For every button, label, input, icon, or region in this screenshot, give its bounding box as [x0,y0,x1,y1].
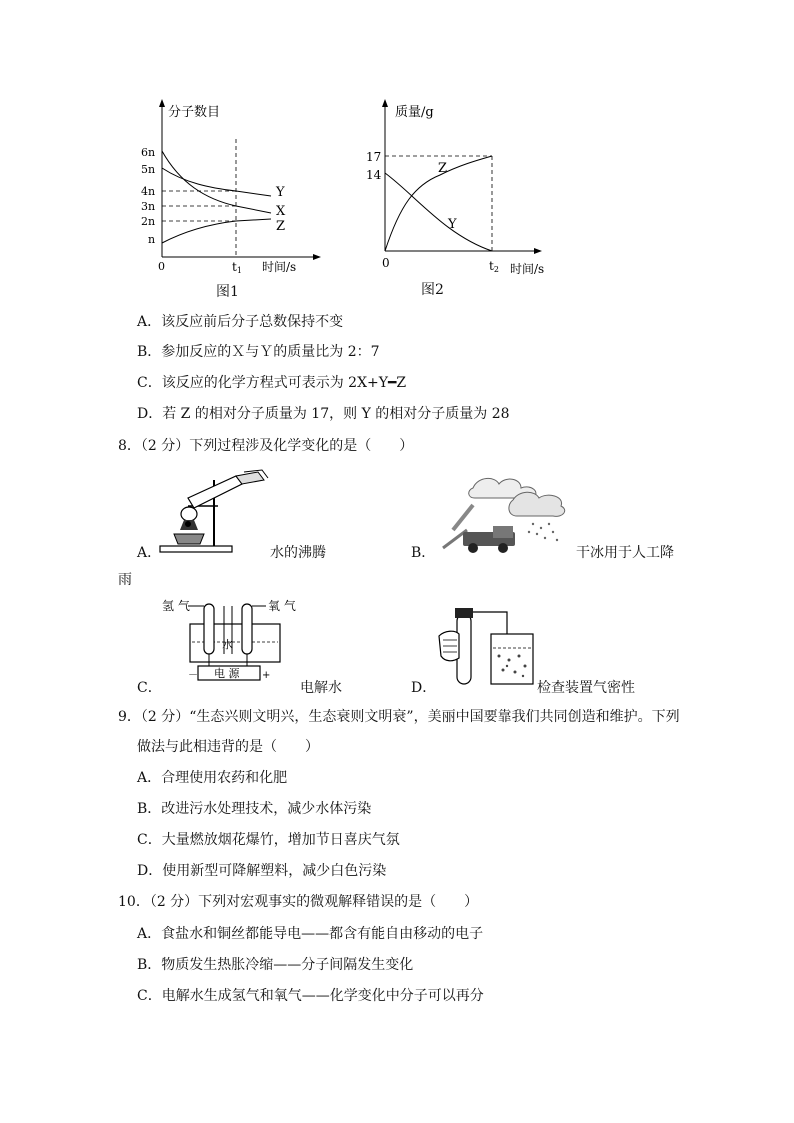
electrolysis-power-label: 电 源 [214,667,240,680]
curve-y [162,168,271,196]
electrolysis-water-label: 水 [222,638,233,651]
electrolysis-hydrogen-label: 氢 气 [162,599,190,613]
fig2-tick-14: 14 [366,168,382,182]
fig2-series-y-label: Y [448,217,457,232]
q9-option-a: A．合理使用农药和化肥 [137,770,288,786]
fig1-tick-5n: 5n [141,163,156,176]
y-axis-arrow [159,99,165,107]
figure-2-mass-graph [360,95,560,285]
y-axis-arrow [382,99,388,107]
q8-option-d-letter: D． [411,680,437,696]
fig1-xlabel: 时间/s [262,260,297,274]
fig1-series-y-label: Y [276,185,285,200]
q8-option-d-text: 检查装置气密性 [537,680,635,696]
electrolysis-minus: － [188,670,198,681]
q9-option-c: C．大量燃放烟花爆竹，增加节日喜庆气氛 [137,832,400,848]
fig1-t1-label: t1 [232,260,242,275]
fig2-series-z-label: Z [438,161,448,176]
curve-z [162,219,271,243]
q9-stem-line-1: 9．（2 分）“生态兴则文明兴，生态衰则文明衰”，美丽中国要靠我们共同创造和维护。下列 [118,709,680,725]
q7-option-a: A．该反应前后分子总数保持不变 [137,314,344,330]
electrolysis-oxygen-label: 氧 气 [268,599,296,613]
figure-1-molecule-count-graph [135,95,335,285]
q9-stem-line-2: 做法与此相违背的是（ ） [137,739,319,755]
fig2-t2-label: t2 [489,259,499,274]
airtightness-check-image [435,600,540,690]
fig1-ylabel: 分子数目 [168,105,221,120]
q8-option-a-text: 水的沸腾 [270,545,326,561]
q7-option-c: C．该反应的化学方程式可表示为 2X+Y━Z [137,375,407,391]
figure-2-caption: 图2 [421,282,444,298]
electrolysis-plus: + [262,670,271,681]
q8-stem: 8．（2 分）下列过程涉及化学变化的是（ ） [118,438,414,454]
q7-option-b: B．参加反应的Ｘ与Ｙ的质量比为 2：7 [137,344,380,360]
fig2-tick-17: 17 [366,150,382,164]
fig1-series-z-label: Z [276,219,286,234]
q10-stem: 10．（2 分）下列对宏观事实的微观解释错误的是（ ） [118,894,479,910]
q8-option-c-letter: C． [137,680,162,696]
q10-option-c: C．电解水生成氢气和氧气——化学变化中分子可以再分 [137,988,484,1004]
fig2-ylabel: 质量/g [395,105,434,120]
x-axis-arrow [313,254,321,260]
electrolysis-apparatus-image [160,598,305,688]
q8-option-a-letter: A． [137,545,162,561]
q8-option-b-wrap: 雨 [118,572,132,588]
fig1-tick-6n: 6n [141,146,156,159]
q10-option-b: B．物质发生热胀冷缩——分子间隔发生变化 [137,957,414,973]
q9-option-b: B．改进污水处理技术，减少水体污染 [137,801,372,817]
q8-option-c-text: 电解水 [300,680,342,696]
fig2-xlabel: 时间/s [510,262,545,276]
fig1-series-x-label: X [276,204,286,219]
figure-1-caption: 图1 [216,284,239,300]
fig1-tick-3n: 3n [141,200,156,213]
fig2-origin: 0 [382,256,390,270]
q7-option-d: D．若 Z 的相对分子质量为 17，则 Y 的相对分子质量为 28 [137,406,510,422]
q9-option-d: D．使用新型可降解塑料，减少白色污染 [137,863,387,879]
x-axis-arrow [534,248,542,254]
q8-option-b-letter: B． [411,545,436,561]
fig1-origin: 0 [158,260,165,273]
fig1-tick-2n: 2n [141,215,156,228]
artificial-rain-rocket-image [433,470,578,555]
fig1-tick-4n: 4n [141,185,156,198]
boiling-water-apparatus-image [158,468,270,556]
curve-x [162,151,271,213]
fig1-tick-n: n [148,233,156,246]
q10-option-a: A．食盐水和铜丝都能导电——都含有能自由移动的电子 [137,926,484,942]
q8-option-b-text: 干冰用于人工降 [576,545,674,561]
